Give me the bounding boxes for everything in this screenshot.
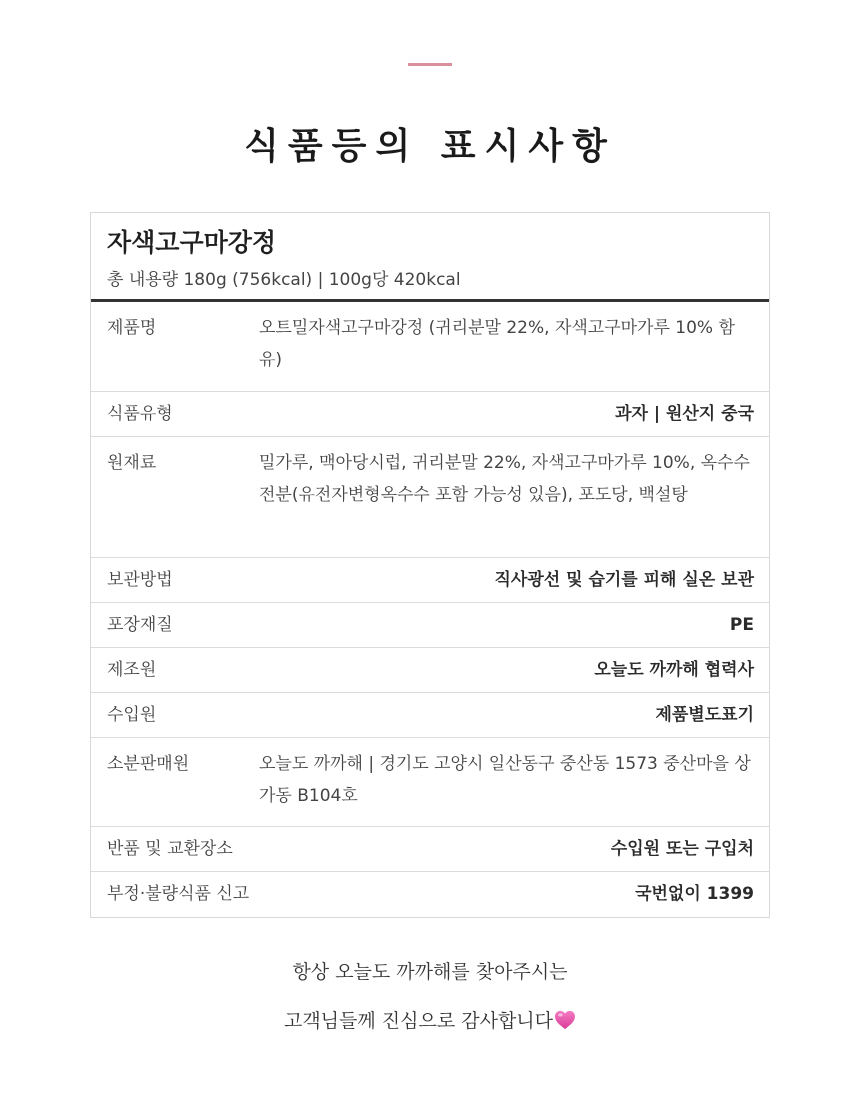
row-value: 제품별도표기 [655, 704, 754, 725]
row-key: 원재료 [107, 453, 157, 473]
table-row [91, 392, 769, 437]
row-value: 직사광선 및 습기를 피해 실온 보관 [494, 569, 754, 590]
table-row [91, 827, 769, 872]
table-row [91, 738, 769, 827]
table-row [91, 693, 769, 738]
thanks-message-text: 고객님들께 진심으로 감사합니다 [283, 1010, 554, 1032]
row-value: 오늘도 까까해 | 경기도 고양시 일산동구 중산동 1573 중산마을 상가동 B104호 [259, 754, 751, 806]
row-key: 부정·불량식품 신고 [107, 884, 250, 904]
row-value: 밀가루, 맥아당시럽, 귀리분말 22%, 자색고구마가루 10%, 옥수수전분(유전자변형옥수수 포함 가능성 있음), 포도당, 백설탕 [259, 453, 750, 505]
row-key: 보관방법 [107, 569, 173, 590]
row-key: 반품 및 교환장소 [107, 838, 233, 859]
row-value: 오늘도 까까해 협력사 [594, 659, 754, 680]
row-value: 국번없이 1399 [635, 884, 754, 904]
product-name: 자색고구마강정 [107, 228, 277, 257]
accent-line [408, 63, 452, 66]
row-key: 식품유형 [107, 403, 173, 424]
thanks-message-line2 [0, 1006, 860, 1036]
row-key: 포장재질 [107, 614, 173, 635]
table-row [91, 648, 769, 693]
row-value: 오트밀자색고구마강정 (귀리분말 22%, 자색고구마가루 10% 함유) [259, 318, 735, 370]
table-row [91, 437, 769, 558]
page-title: 식품등의 표시사항 [244, 126, 616, 167]
table-row [91, 603, 769, 648]
table-row [91, 872, 769, 917]
table-row [91, 302, 769, 392]
row-key: 제조원 [107, 659, 157, 680]
pink-heart-icon [554, 1010, 576, 1030]
row-value: 과자 | 원산지 중국 [615, 403, 754, 424]
thanks-message-line1: 항상 오늘도 까까해를 찾아주시는 [292, 961, 568, 983]
product-summary: 총 내용량 180g (756kcal) | 100g당 420kcal [107, 270, 461, 290]
row-key: 수입원 [107, 704, 157, 725]
nutrition-label-card [90, 212, 770, 918]
row-value: PE [729, 614, 754, 635]
row-key: 소분판매원 [107, 754, 190, 774]
table-row [91, 558, 769, 603]
row-value: 수입원 또는 구입처 [610, 838, 754, 859]
card-header [91, 213, 769, 302]
row-key: 제품명 [107, 318, 157, 338]
